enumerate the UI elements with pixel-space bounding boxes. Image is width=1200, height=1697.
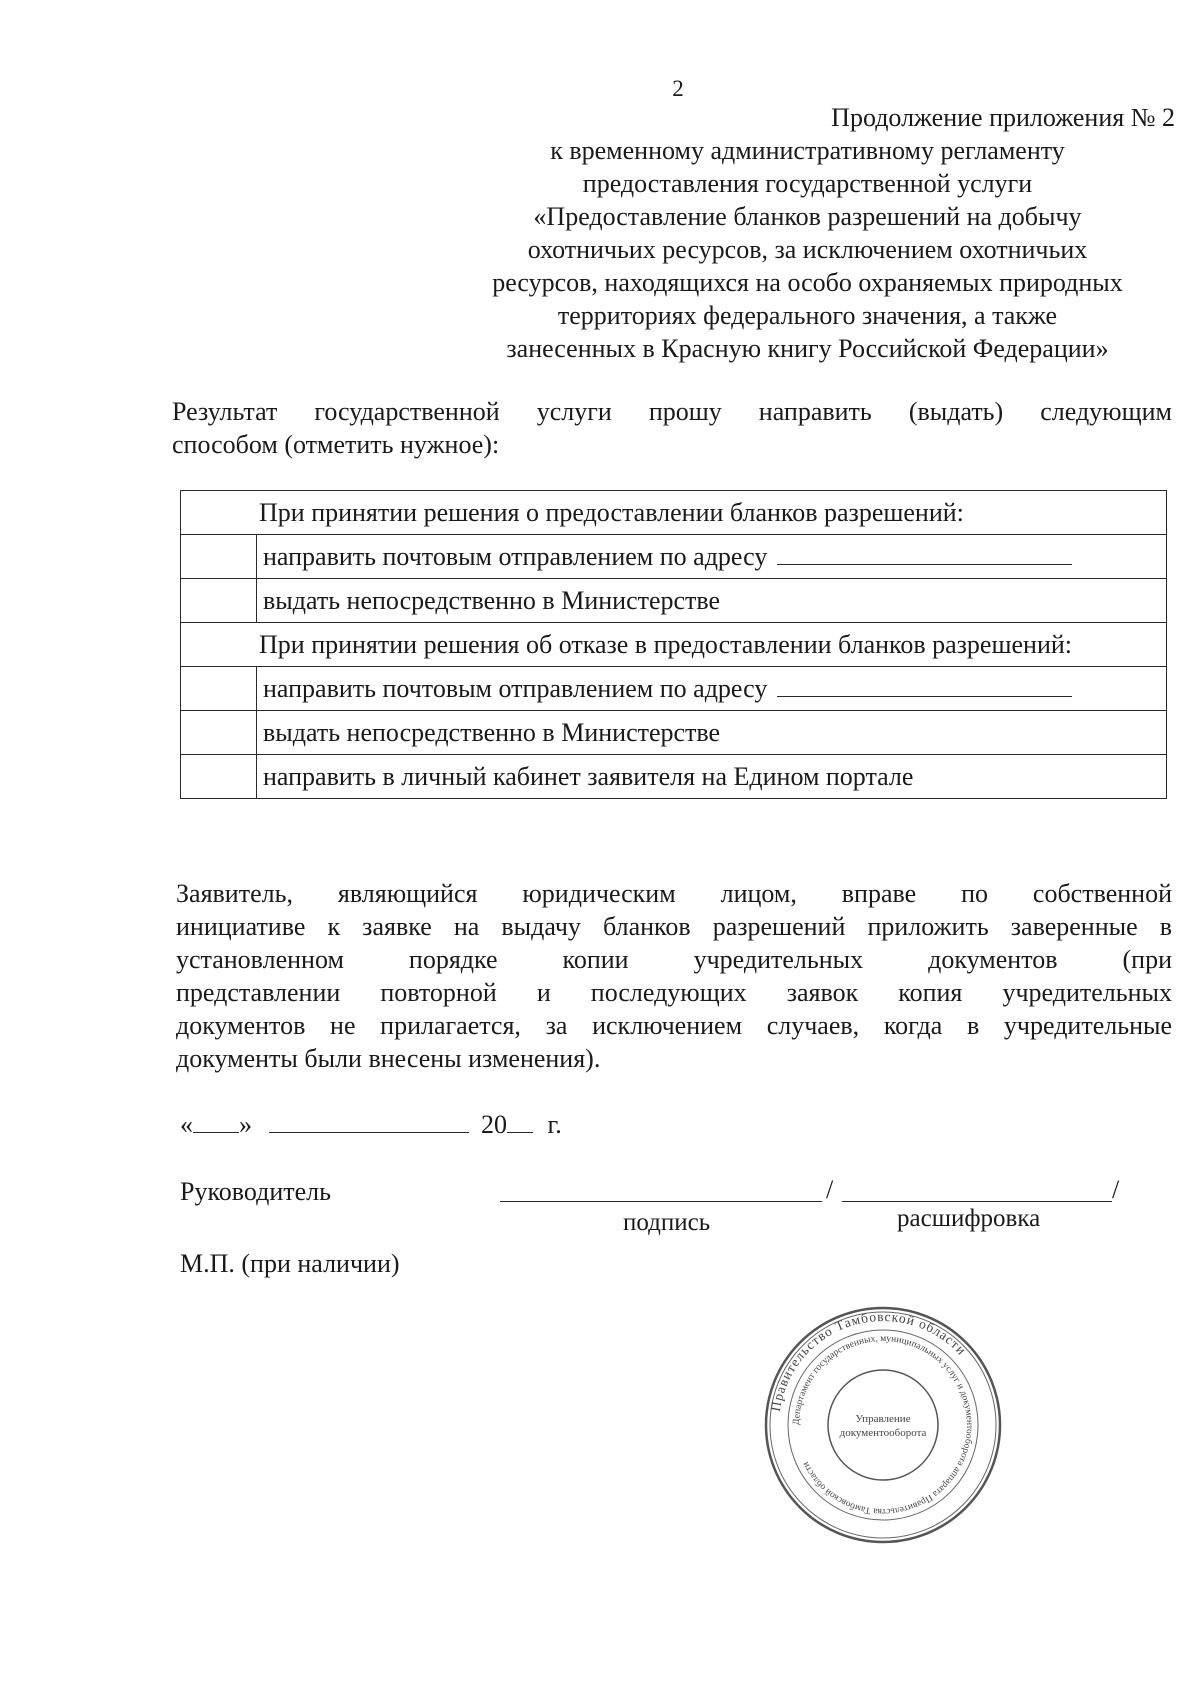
separator-slash: / [1112, 1175, 1120, 1204]
option-cell [257, 535, 1167, 579]
table-row [181, 623, 1167, 667]
signature-row [180, 1177, 1180, 1207]
section-heading-refusal: При принятии решения об отказе в предоставлении бланков разрешений: [181, 623, 1167, 667]
option-checkbox[interactable] [181, 667, 257, 711]
signature-caption: подпись [623, 1209, 711, 1236]
header-line: охотничьих ресурсов, за исключением охотничьих [527, 235, 1088, 264]
appendix-header [440, 101, 1175, 365]
option-checkbox[interactable] [181, 535, 257, 579]
date-field [180, 1110, 562, 1140]
option-label: направить почтовым отправлением по адресу [263, 673, 768, 703]
address-fill-line[interactable] [777, 676, 1072, 697]
year-suffix: г. [547, 1110, 562, 1139]
option-label: выдать непосредственно в Министерстве [257, 711, 1167, 755]
decode-line[interactable] [842, 1201, 1112, 1202]
role-label: Руководитель [180, 1177, 331, 1206]
section-heading-approval: При принятии решения о предоставлении бланков разрешений: [181, 491, 1167, 535]
header-line: предоставления государственной услуги [582, 169, 1033, 198]
separator-slash: / [826, 1175, 834, 1204]
option-cell [257, 667, 1167, 711]
header-line: Продолжение приложения № 2 [831, 103, 1175, 132]
close-quote: » [239, 1110, 252, 1139]
stamp-note: М.П. (при наличии) [180, 1249, 400, 1278]
signature-line[interactable] [500, 1201, 822, 1202]
seal-outer-text: Правительство Тамбовской области [767, 1308, 970, 1413]
table-row[interactable] [181, 711, 1167, 755]
month-blank[interactable] [269, 1110, 469, 1133]
note-line: установленном порядке копии учредительных документов (при [176, 945, 1172, 974]
page-number: 2 [672, 76, 684, 101]
decode-caption: расшифровка [897, 1205, 1041, 1232]
header-line: занесенных в Красную книгу Российской Федерации» [506, 334, 1109, 363]
header-line: территориях федерального значения, а также [557, 301, 1058, 330]
table-row[interactable] [181, 667, 1167, 711]
intro-line: Результат государственной услуги прошу направить (выдать) следующим [172, 397, 1172, 426]
intro-line: способом (отметить нужное): [172, 430, 500, 459]
note-line: инициативе к заявке на выдачу бланков разрешений приложить заверенные в [176, 912, 1172, 941]
note-line: документы были внесены изменения). [176, 1044, 601, 1073]
table-row [181, 491, 1167, 535]
table-row[interactable] [181, 579, 1167, 623]
note-line: Заявитель, являющийся юридическим лицом, вправе по собственной [176, 879, 1172, 908]
table-row[interactable] [181, 535, 1167, 579]
year-blank[interactable] [507, 1110, 533, 1133]
seal-middle-text: Департамент государственных, муниципальных услуг и документооборота аппарата Правительства Тамбовской области [791, 1333, 975, 1517]
option-checkbox[interactable] [181, 711, 257, 755]
day-blank[interactable] [193, 1110, 239, 1133]
option-label: направить в личный кабинет заявителя на Едином портале [257, 755, 1167, 799]
note-line: представлении повторной и последующих заявок копия учредительных [176, 978, 1172, 1007]
option-checkbox[interactable] [181, 579, 257, 623]
delivery-options-table [180, 490, 1167, 799]
official-seal-icon [763, 1305, 1003, 1545]
note-paragraph [176, 877, 1172, 1075]
seal-center-line: Управление [855, 1413, 911, 1425]
option-checkbox[interactable] [181, 755, 257, 799]
address-fill-line[interactable] [777, 544, 1072, 565]
year-prefix: 20 [481, 1110, 507, 1139]
option-label: выдать непосредственно в Министерстве [257, 579, 1167, 623]
header-line: к временному административному регламенту [550, 136, 1065, 165]
header-line: ресурсов, находящихся на особо охраняемых природных [492, 268, 1123, 297]
table-row[interactable] [181, 755, 1167, 799]
option-label: направить почтовым отправлением по адресу [263, 541, 768, 571]
note-line: документов не прилагается, за исключением случаев, когда в учредительные [176, 1011, 1172, 1040]
seal-center-line: документооборота [839, 1427, 927, 1439]
open-quote: « [180, 1110, 193, 1139]
intro-paragraph [172, 395, 1172, 461]
header-line: «Предоставление бланков разрешений на добычу [533, 202, 1082, 231]
